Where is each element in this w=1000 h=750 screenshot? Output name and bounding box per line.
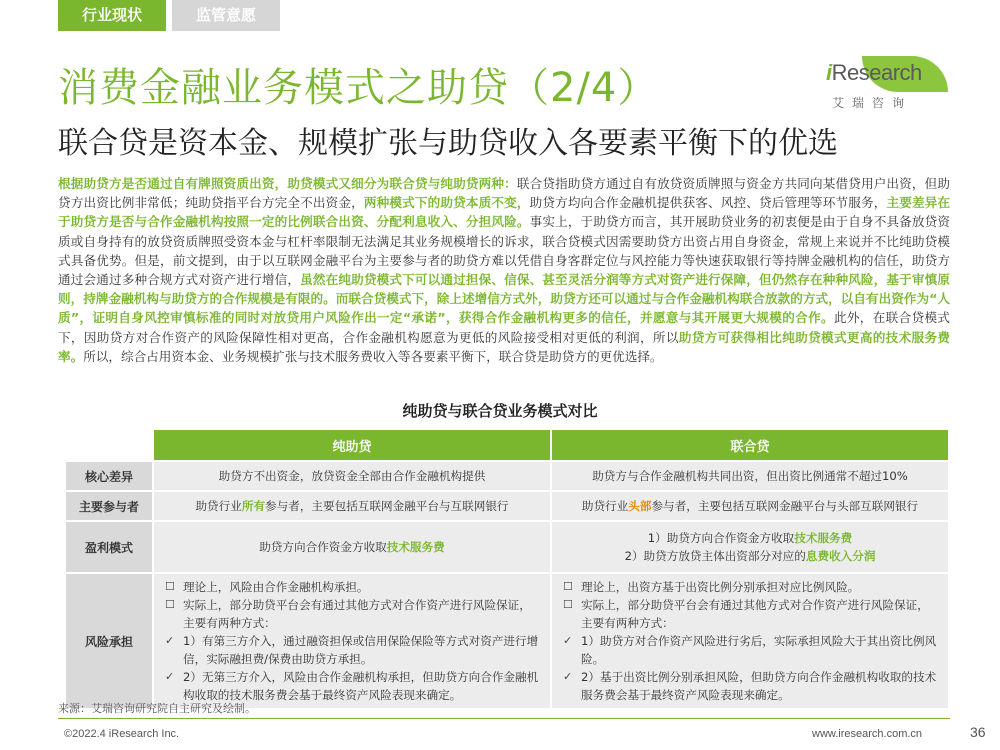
- text-seg: 1）助贷方向合作资金方收取: [647, 531, 795, 545]
- para-seg-8: 助贷方可获得相比纯助贷模式更高的技术服务费率。: [58, 329, 950, 364]
- section-tabs: [58, 0, 280, 31]
- checkbox-icon: ☐: [563, 580, 573, 593]
- page-subtitle: 联合贷是资本金、规模扩张与助贷收入各要素平衡下的优选: [58, 126, 838, 161]
- comparison-table: [64, 428, 950, 710]
- text-seg: 助贷行业: [581, 499, 629, 513]
- profit-joint-line-1: [553, 529, 947, 547]
- checkbox-icon: ☐: [563, 598, 573, 611]
- text-highlight: 息费收入分润: [805, 549, 876, 563]
- table-header-row: [65, 429, 949, 461]
- list-item: [165, 578, 539, 596]
- cell-profit-pure: [153, 521, 551, 573]
- para-seg-4: 主要差异在于助贷方是否与合作金融机构按照一定的比例联合出资、分配利息收入、分担风险。: [58, 195, 950, 230]
- para-seg-9: 所以，综合占用资本金、业务规模扩张与技术服务费收入等各要素平衡下，联合贷是助贷方的更优选择。: [83, 348, 663, 364]
- para-seg-3: 助贷方均向合作金融机提供获客、风控、贷后管理等环节服务，: [529, 195, 887, 211]
- logo-wordmark: iResearch: [826, 60, 922, 85]
- para-seg-1: 联合贷指助贷方通过自有放贷资质牌照与资金方共同向某借贷用户出资，但助贷方出资比例非常低；纯助贷指平台方完全不出资金，: [58, 176, 950, 211]
- profit-joint-line-2: [553, 547, 947, 565]
- iresearch-logo: [826, 56, 950, 114]
- list-item: [563, 632, 937, 668]
- text-seg: 助贷方向合作资金方收取: [259, 540, 387, 554]
- table-title: 纯助贷与联合贷业务模式对比: [402, 402, 598, 420]
- checkbox-icon: ☐: [165, 598, 175, 611]
- list-item: [563, 578, 937, 596]
- row-label-core: 核心差异: [65, 461, 153, 491]
- logo-cn-text: 艾瑞咨询: [832, 96, 913, 110]
- checkmark-icon: ✓: [165, 634, 175, 647]
- list-item-text: 1）助贷方对合作资产风险进行劣后，实际承担风险大于其出资比例风险。: [581, 634, 937, 666]
- list-item-text: 1）有第三方介入，通过融资担保或信用保险保险等方式对资产进行增信，实际融担费/保费由助贷方承担。: [183, 634, 539, 666]
- list-item-text: 理论上，风险由合作金融机构承担。: [183, 580, 369, 594]
- table-row-core: [65, 461, 949, 491]
- header-corner: [65, 429, 153, 461]
- para-seg-0: 根据助贷方是否通过自有牌照资质出资，助贷模式又细分为联合贷与纯助贷两种：: [58, 176, 517, 191]
- footer-divider: [58, 718, 950, 719]
- list-item: [563, 668, 937, 704]
- cell-core-pure: 助贷方不出资金，放贷资金全部由合作金融机构提供: [153, 461, 551, 491]
- list-item-text: 2）基于出资比例分别承担风险，但助贷方向合作金融机构收取的技术服务费会基于最终资产风险表现来确定。: [581, 670, 937, 702]
- page-number: 36: [970, 724, 986, 740]
- checkmark-icon: ✓: [165, 670, 175, 683]
- cell-risk-pure: [153, 573, 551, 709]
- header-joint: 联合贷: [551, 429, 949, 461]
- table-row-participants: [65, 491, 949, 521]
- tab-regulatory-intent[interactable]: 监管意愿: [172, 0, 280, 31]
- source-note: 来源：艾瑞咨询研究院自主研究及绘制。: [58, 702, 256, 715]
- list-item: [165, 668, 539, 704]
- cell-risk-joint: [551, 573, 949, 709]
- list-item-text: 2）无第三方介入，风险由合作金融机构承担，但助贷方向合作金融机构收取的技术服务费会基于最终资产风险表现来确定。: [183, 670, 539, 702]
- header-pure: 纯助贷: [153, 429, 551, 461]
- body-paragraph: [58, 174, 950, 396]
- list-item-text: 实际上，部分助贷平台会有通过其他方式对合作资产进行风险保证，主要有两种方式：: [581, 598, 929, 630]
- list-item-text: 实际上，部分助贷平台会有通过其他方式对合作资产进行风险保证，主要有两种方式：: [183, 598, 531, 630]
- text-seg: 2）助贷方放贷主体出资部分对应的: [624, 549, 806, 563]
- list-item: [165, 632, 539, 668]
- footer-website-link[interactable]: www.iresearch.com.cn: [812, 728, 923, 740]
- text-seg: 助贷行业: [195, 499, 242, 513]
- table-row-risk: [65, 573, 949, 709]
- text-seg: 参与者，主要包括互联网金融平台与头部互联网银行: [651, 499, 919, 513]
- list-item: [563, 596, 937, 632]
- text-highlight: 所有: [241, 499, 266, 513]
- cell-profit-joint: [551, 521, 949, 573]
- cell-core-joint: 助贷方与合作金融机构共同出资，但出资比例通常不超过10%: [551, 461, 949, 491]
- list-item: [165, 596, 539, 632]
- cell-participants-pure: [153, 491, 551, 521]
- text-highlight: 头部: [628, 499, 652, 513]
- page-title: 消费金融业务模式之助贷（2/4）: [58, 65, 659, 111]
- text-highlight: 技术服务费: [386, 540, 445, 554]
- checkmark-icon: ✓: [563, 670, 573, 683]
- para-seg-6: 虽然在纯助贷模式下可以通过担保、信保、甚至灵活分润等方式对资产进行保障，但仍然存在种种风险，基于审慎原则，持牌金融机构与助贷方的合作规模是有限的。而联合贷模式下，除上述增信方式外，助贷方还可以通过与合作金融机构联合放款的方式，以自有出资作为“人质”，证明自身风控审慎标准的同时对放贷用户风险作出一定“承诺”，获得合作金融机构更多的信任，并愿意与其开展更大规模的合作。: [58, 272, 950, 326]
- row-label-participants: 主要参与者: [65, 491, 153, 521]
- row-label-profit: 盈利模式: [65, 521, 153, 573]
- table-row-profit: [65, 521, 949, 573]
- para-seg-5: 事实上，于助贷方而言，其开展助贷业务的初衷便是由于自身不具备放贷资质或自身持有的放贷资质牌照受资本金与杠杆率限制无法满足其业务规模增长的诉求，联合贷模式因需要助贷方出资占用自身资金，常规上来说并不比纯助贷模式具备优势。但是，前文提到，由于以互联网金融平台为主要参与者的助贷方难以凭借自身客群定位与风控能力等快速获取银行等持牌金融机构的信任，助贷方通过会通过多种合规方式对资产进行增信，: [58, 214, 950, 288]
- text-seg: 参与者，主要包括互联网金融平台与互联网银行: [265, 499, 509, 513]
- para-seg-7: 此外，在联合贷模式下，因助贷方对合作资产的风险保障性相对更高，合作金融机构愿意为更低的风险接受相对更低的利润，所以: [58, 310, 950, 345]
- para-seg-2: 两种模式下的助贷本质不变，: [363, 195, 530, 211]
- list-item-text: 理论上，出资方基于出资比例分别承担对应比例风险。: [581, 580, 860, 594]
- checkbox-icon: ☐: [165, 580, 175, 593]
- footer-copyright: ©2022.4 iResearch Inc.: [64, 728, 180, 740]
- checkmark-icon: ✓: [563, 634, 573, 647]
- text-highlight: 技术服务费: [794, 531, 853, 545]
- cell-participants-joint: [551, 491, 949, 521]
- tab-industry-status[interactable]: 行业现状: [58, 0, 166, 31]
- row-label-risk: 风险承担: [65, 573, 153, 709]
